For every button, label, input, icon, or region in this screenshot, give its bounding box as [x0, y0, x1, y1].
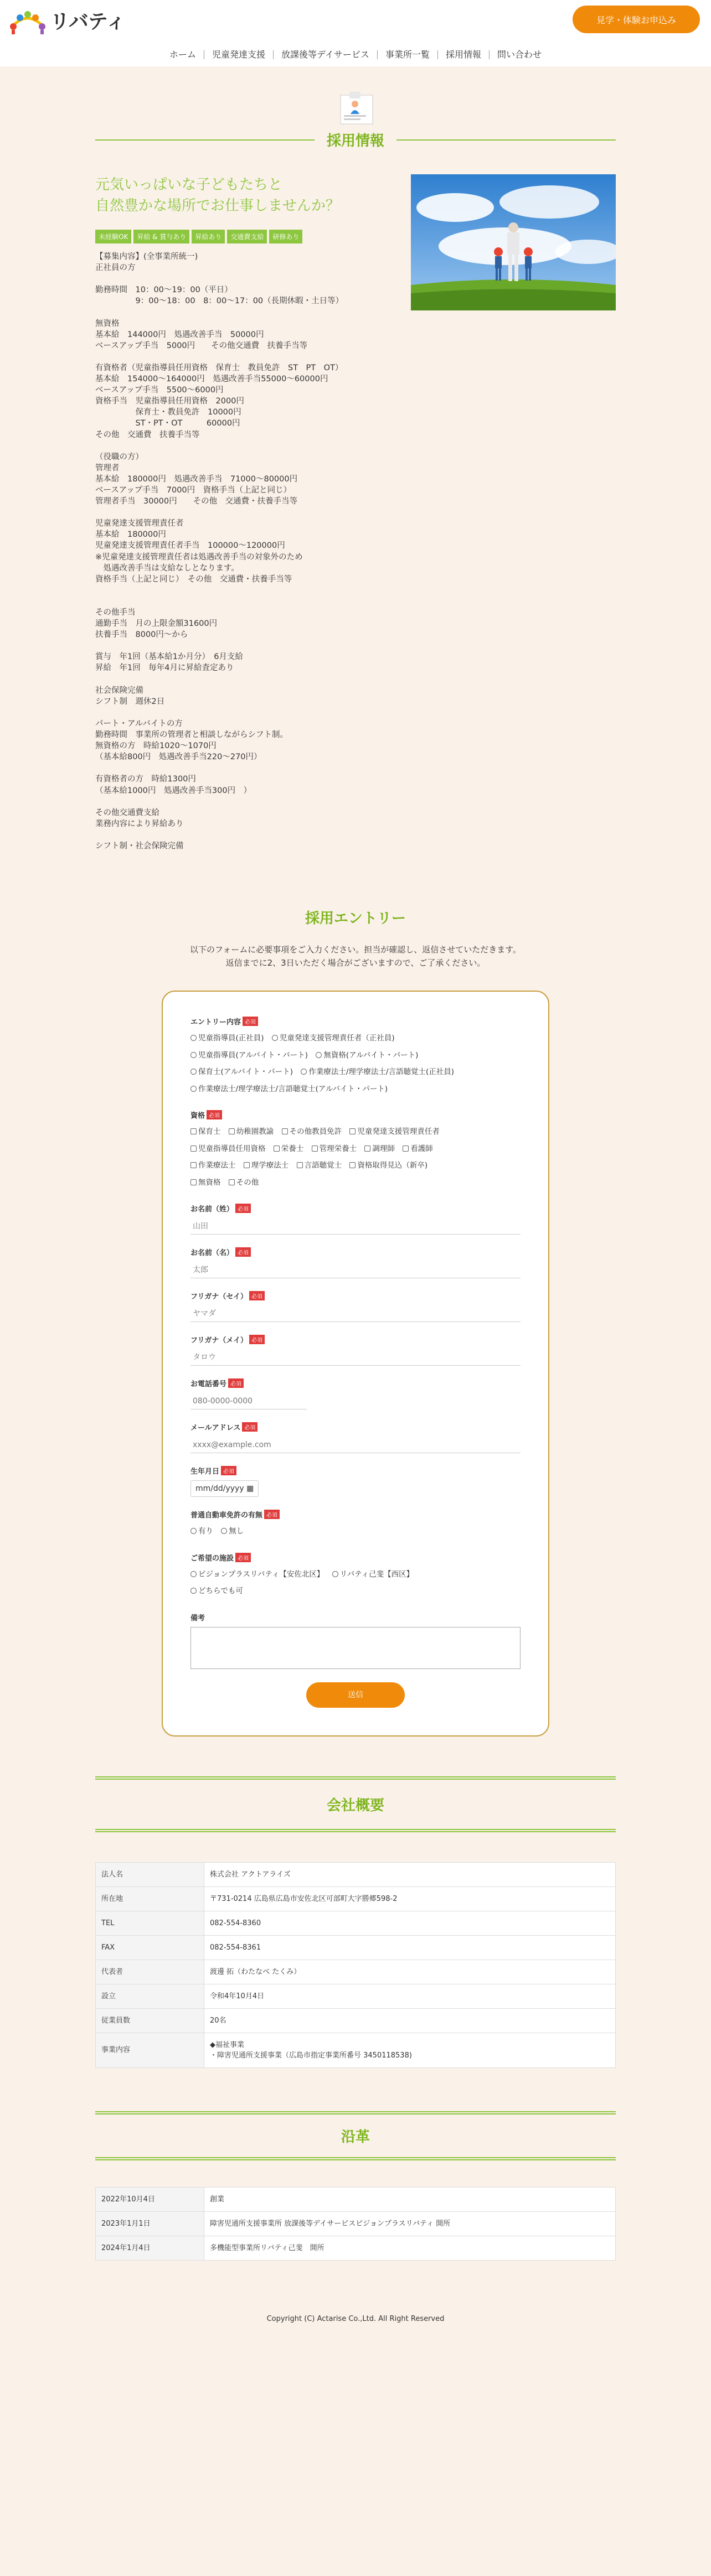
- catch-line-1: 元気いっぱいな子どもたちと: [95, 177, 283, 193]
- table-row: [96, 2211, 616, 2236]
- option-label: 言語聴覚士: [304, 1161, 342, 1170]
- row-key: 設立: [96, 1984, 204, 2008]
- history-table: [95, 2187, 616, 2261]
- tel-label: [190, 1378, 521, 1388]
- required-badge: 必須: [249, 1335, 265, 1344]
- kana-last-group: [190, 1290, 521, 1322]
- last-name-group: [190, 1203, 521, 1235]
- radio-icon: [190, 1528, 197, 1534]
- email-group: [190, 1422, 521, 1453]
- qualification-checkbox[interactable]: [364, 1141, 395, 1158]
- required-badge: 必須: [221, 1466, 236, 1475]
- submit-button[interactable]: 送信: [306, 1682, 405, 1708]
- entry-form: [162, 991, 549, 1737]
- required-badge: 必須: [235, 1204, 251, 1213]
- qualification-checkbox[interactable]: [349, 1123, 440, 1141]
- option-label: 管理栄養士: [319, 1144, 357, 1153]
- row-key: 2023年1月1日: [96, 2211, 204, 2236]
- qualification-checkbox[interactable]: [229, 1123, 274, 1141]
- tag-raise: 昇給あり: [192, 230, 225, 243]
- checkbox-icon: [297, 1162, 303, 1168]
- entry-type-option[interactable]: [301, 1064, 454, 1081]
- company-section: [95, 1776, 616, 2068]
- radio-icon: [190, 1069, 197, 1075]
- row-value: 多機能型事業所リバティ己斐 開所: [204, 2236, 616, 2260]
- option-label: 作業療法士/理学療法士/言語聴覚士(正社員): [308, 1067, 454, 1077]
- license-options: [190, 1523, 521, 1540]
- last-name-label: [190, 1203, 521, 1214]
- entry-type-label: [190, 1016, 521, 1027]
- recruit-details: 【募集内容】(全事業所統一) 正社員の方 勤務時間 10：00〜19：00（平日） 9：00〜18：00 8：00〜17：00（長期休暇・土日等） 無資格 基本給 144000円 処遇改善手当 50000円 ベースアップ手当 5000円 その他交通費 扶養手当等 有資格者（児童指導員任用資格 保育士 教員免許 ST PT OT） 基本給 154000〜164000円 処遇改善手当55000〜60000円 ベースアップ手当 5500〜6000円 資格手当 児童指導員任用資格 2000円 保育士・教員免許 10000円 ST・PT・OT 60000円 その他 交通費 扶養手当等 （役職の方） 管理者 基本給 180000円 処遇改善手当 71000〜80000円 ベースアップ手当 7000円 資格手当（上記と同じ） 管理者手当 30000円 その他 交通費・扶養手当等 児童発達支援管理責任者 基本給 180000円 児童発達支援管理責任者手当 100000〜120000円 ※児童発達支援管理責任者は処遇改善手当の対象外のため 処遇改善手当は支給なしとなります。 資格手当（上記と同じ） その他 交通費・扶養手当等 その他手当 通勤手当 月の上限金額31600円 扶養手当 8000円〜から 賞与 年1回（基本給1か月分） 6月支給 昇給 年1回 毎年4月に昇給査定あり 社会保険完備 シフト制 週休2日 パート・アルバイトの方 勤務時間 事業所の管理者と相談しながらシフト制。 無資格の方 時給1020〜1070円 （基本給800円 処遇改善手当220〜270円） 有資格者の方 時給1300円 （基本給1000円 処遇改善手当300円 ） その他交通費支給 業務内容により昇給あり シフト制・社会保険完備: [95, 252, 344, 851]
- checkbox-icon: [349, 1128, 356, 1134]
- license-label: [190, 1509, 521, 1520]
- checkbox-icon: [190, 1146, 197, 1152]
- checkbox-icon: [349, 1162, 356, 1168]
- checkbox-icon: [403, 1146, 409, 1152]
- table-row: [96, 1862, 616, 1886]
- recruit-catchphrase: [95, 174, 394, 216]
- row-value: 〒731-0214 広島県広島市安佐北区可部町大字勝郷598-2: [204, 1886, 616, 1911]
- option-label: ビジョンプラスリバティ【安佐北区】: [198, 1569, 324, 1579]
- qualification-checkbox[interactable]: [403, 1141, 433, 1158]
- tel-label-text: お電話番号: [190, 1380, 227, 1389]
- option-label: 無し: [229, 1527, 244, 1536]
- row-value: 令和4年10月4日: [204, 1984, 616, 2008]
- qualification-checkbox[interactable]: [274, 1141, 304, 1158]
- table-row: [96, 2033, 616, 2067]
- entry-type-option[interactable]: [190, 1030, 264, 1047]
- row-key: FAX: [96, 1935, 204, 1960]
- required-badge: 必須: [264, 1510, 280, 1519]
- recruit-text-column: [95, 174, 394, 852]
- company-table: [95, 1862, 616, 2068]
- qualification-checkbox[interactable]: [190, 1123, 221, 1141]
- radio-icon: [190, 1588, 197, 1594]
- qualification-checkbox[interactable]: [349, 1157, 427, 1174]
- entry-type-option[interactable]: [272, 1030, 395, 1047]
- qualification-checkbox[interactable]: [190, 1141, 266, 1158]
- radio-icon: [190, 1035, 197, 1041]
- qualification-checkbox[interactable]: [244, 1157, 289, 1174]
- facility-option[interactable]: [190, 1583, 243, 1600]
- recruit-badge-icon: [95, 90, 616, 126]
- radio-icon: [221, 1528, 227, 1534]
- license-label-text: 普通自動車免許の有無: [190, 1511, 263, 1520]
- qualification-group: [190, 1110, 521, 1191]
- option-label: どちらでも可: [198, 1587, 243, 1596]
- checkbox-icon: [274, 1146, 280, 1152]
- entry-type-option[interactable]: [316, 1047, 418, 1064]
- facility-option[interactable]: [190, 1566, 324, 1583]
- email-label-text: メールアドレス: [190, 1424, 241, 1433]
- facility-label: [190, 1552, 521, 1563]
- qualification-checkbox[interactable]: [312, 1141, 357, 1158]
- company-rule-top: [95, 1776, 616, 1780]
- checkbox-icon: [190, 1128, 197, 1134]
- logo[interactable]: [8, 6, 125, 34]
- calendar-icon: ▦: [246, 1484, 254, 1494]
- facility-options: [190, 1566, 521, 1600]
- row-key: 2022年10月4日: [96, 2187, 204, 2211]
- option-label: 無資格: [198, 1178, 221, 1187]
- table-row: [96, 1911, 616, 1935]
- last-name-label-text: お名前（姓）: [190, 1205, 234, 1214]
- option-label: 児童発達支援管理責任者: [357, 1127, 440, 1137]
- table-row: [96, 1960, 616, 1984]
- required-badge: 必須: [243, 1017, 258, 1026]
- recruit-heading: [95, 129, 616, 150]
- row-value: 渡邊 拓（わたなべ たくみ）: [204, 1960, 616, 1984]
- email-input[interactable]: [190, 1437, 521, 1453]
- radio-icon: [301, 1069, 307, 1075]
- qualification-checkbox[interactable]: [297, 1157, 342, 1174]
- birthdate-input[interactable]: [190, 1480, 259, 1497]
- checkbox-icon: [190, 1179, 197, 1185]
- table-row: [96, 1935, 616, 1960]
- option-label: 調理師: [372, 1144, 395, 1153]
- first-name-group: [190, 1247, 521, 1278]
- tag-transport: 交通費支給: [227, 230, 267, 243]
- row-value: 創業: [204, 2187, 616, 2211]
- entry-type-option[interactable]: [190, 1081, 388, 1098]
- kana-last-label-text: フリガナ（セイ）: [190, 1293, 248, 1302]
- checkbox-icon: [229, 1128, 235, 1134]
- qualification-checkbox[interactable]: [190, 1157, 236, 1174]
- nav-facilities[interactable]: 事業所一覧: [378, 50, 438, 59]
- row-key: 従業員数: [96, 2008, 204, 2033]
- entry-type-option[interactable]: [190, 1064, 293, 1081]
- entry-title: 採用エントリー: [305, 910, 406, 927]
- footer-copyright: Copyright (C) Actarise Co.,Ltd. All Right Reserved: [266, 2314, 445, 2323]
- radio-icon: [190, 1086, 197, 1092]
- nav-home[interactable]: ホーム: [162, 50, 204, 59]
- required-badge: 必須: [235, 1247, 251, 1257]
- note-label: 備考: [190, 1614, 205, 1623]
- global-nav: [0, 43, 711, 66]
- row-key: 所在地: [96, 1886, 204, 1911]
- qualification-label: [190, 1110, 521, 1120]
- entry-type-group: [190, 1016, 521, 1097]
- qualification-label-text: 資格: [190, 1112, 205, 1121]
- option-label: 理学療法士: [251, 1161, 289, 1170]
- table-row: [96, 2236, 616, 2260]
- catch-line-2: 自然豊かな場所でお仕事しませんか？: [95, 198, 341, 214]
- option-label: 幼稚園教諭: [236, 1127, 274, 1137]
- table-row: [96, 2008, 616, 2033]
- option-label: 作業療法士/理学療法士/言語聴覚士(アルバイト・パート): [198, 1084, 388, 1093]
- option-label: 無資格(アルバイト・パート): [323, 1050, 419, 1060]
- row-value: ◆福祉事業 ・障害児通所支援事業（広島市指定事業所番号 3450118538): [204, 2033, 616, 2067]
- required-badge: 必須: [228, 1378, 244, 1388]
- option-label: 保育士(アルバイト・パート): [198, 1067, 293, 1077]
- row-value: 株式会社 アクトアライズ: [204, 1862, 616, 1886]
- heading-rule-left: [95, 139, 315, 141]
- family-photo: [411, 174, 616, 310]
- option-label: 児童指導員任用資格: [198, 1144, 266, 1153]
- radio-icon: [272, 1035, 278, 1041]
- kana-first-group: [190, 1334, 521, 1366]
- qualification-checkbox[interactable]: [190, 1174, 221, 1191]
- birthdate-label: [190, 1465, 521, 1476]
- qualification-checkbox[interactable]: [229, 1174, 259, 1191]
- logo-text: リバティ: [50, 10, 126, 33]
- company-rule-bottom: [95, 1829, 616, 1832]
- table-row: [96, 1886, 616, 1911]
- email-label: [190, 1422, 521, 1432]
- visit-apply-button[interactable]: 見学・体験お申込み: [573, 6, 700, 33]
- company-title: 会社概要: [326, 1797, 384, 1814]
- license-group: [190, 1509, 521, 1540]
- nav-child-development[interactable]: 児童発達支援: [204, 50, 274, 59]
- main-content: [95, 90, 616, 2359]
- first-name-input[interactable]: [190, 1262, 521, 1278]
- option-label: 栄養士: [281, 1144, 304, 1153]
- row-key: 法人名: [96, 1862, 204, 1886]
- checkbox-icon: [282, 1128, 288, 1134]
- history-title: 沿革: [341, 2128, 370, 2145]
- kana-first-label-text: フリガナ（メイ）: [190, 1336, 248, 1345]
- note-textarea[interactable]: [190, 1627, 521, 1669]
- site-header: [0, 0, 711, 66]
- row-key: TEL: [96, 1911, 204, 1935]
- tag-inexperienced-ok: 未経験OK: [95, 230, 131, 243]
- option-label: その他教員免許: [289, 1127, 342, 1137]
- option-label: リバティ己斐【西区】: [339, 1569, 414, 1579]
- top-bar: [0, 0, 711, 43]
- radio-icon: [332, 1571, 338, 1577]
- row-key: 2024年1月4日: [96, 2236, 204, 2260]
- history-rule-bottom: [95, 2157, 616, 2160]
- option-label: 看護師: [410, 1144, 433, 1153]
- recruit-tags: [95, 230, 394, 243]
- tag-raise-bonus: 昇給 & 賞与あり: [133, 230, 189, 243]
- entry-type-label-text: エントリー内容: [190, 1018, 241, 1027]
- tag-training: 研修あり: [269, 230, 302, 243]
- facility-label-text: ご希望の施設: [190, 1554, 234, 1563]
- entry-lead: [95, 943, 616, 970]
- logo-mark-icon: [8, 6, 48, 34]
- option-label: 作業療法士: [198, 1161, 236, 1170]
- first-name-label: [190, 1247, 521, 1257]
- option-label: 児童発達支援管理責任者（正社員): [279, 1034, 395, 1043]
- option-label: その他: [236, 1178, 259, 1187]
- entry-type-option[interactable]: [190, 1047, 308, 1064]
- option-label: 資格取得見込（新卒): [357, 1161, 428, 1170]
- facility-group: [190, 1552, 521, 1600]
- kana-first-label: [190, 1334, 521, 1345]
- qualification-options: [190, 1123, 521, 1191]
- history-rule-top: [95, 2111, 616, 2114]
- row-key: 代表者: [96, 1960, 204, 1984]
- facility-option[interactable]: [332, 1566, 414, 1583]
- heading-rule-right: [396, 139, 616, 141]
- checkbox-icon: [364, 1146, 370, 1152]
- kana-last-input[interactable]: [190, 1305, 521, 1322]
- last-name-input[interactable]: [190, 1218, 521, 1235]
- radio-icon: [190, 1571, 197, 1577]
- row-value: 082-554-8360: [204, 1911, 616, 1935]
- row-key: 事業内容: [96, 2033, 204, 2067]
- checkbox-icon: [229, 1179, 235, 1185]
- option-label: 保育士: [198, 1127, 221, 1137]
- kana-last-label: [190, 1290, 521, 1301]
- nav-recruit[interactable]: 採用情報: [438, 50, 490, 59]
- entry-lead-line-1: 以下のフォームに必要事項をご入力ください。担当が確認し、返信させていただきます。: [189, 945, 522, 955]
- row-value: 20名: [204, 2008, 616, 2033]
- checkbox-icon: [244, 1162, 250, 1168]
- nav-after-school[interactable]: 放課後等デイサービス: [274, 50, 378, 59]
- checkbox-icon: [312, 1146, 318, 1152]
- first-name-label-text: お名前（名）: [190, 1249, 234, 1258]
- license-option[interactable]: [221, 1523, 244, 1540]
- entry-lead-line-2: 返信までに2、3日いただく場合がございますので、ご了承ください。: [225, 958, 486, 968]
- qualification-checkbox[interactable]: [282, 1123, 342, 1141]
- license-option[interactable]: [190, 1523, 213, 1540]
- table-row: [96, 1984, 616, 2008]
- recruit-section: [95, 174, 616, 852]
- kana-first-input[interactable]: [190, 1349, 521, 1366]
- option-label: 有り: [198, 1527, 213, 1536]
- tel-group: [190, 1378, 521, 1409]
- row-value: 082-554-8361: [204, 1935, 616, 1960]
- checkbox-icon: [190, 1162, 197, 1168]
- option-label: 児童指導員(アルバイト・パート): [198, 1050, 308, 1060]
- required-badge: 必須: [235, 1553, 251, 1562]
- birthdate-group: [190, 1465, 521, 1497]
- required-badge: 必須: [242, 1422, 257, 1432]
- birthdate-label-text: 生年月日: [190, 1468, 220, 1476]
- required-badge: 必須: [207, 1110, 222, 1119]
- radio-icon: [316, 1052, 322, 1058]
- required-badge: 必須: [249, 1291, 265, 1300]
- note-group: [190, 1612, 521, 1669]
- history-section: [95, 2111, 616, 2261]
- table-row: [96, 2187, 616, 2211]
- entry-type-options: [190, 1030, 521, 1097]
- tel-input[interactable]: [190, 1393, 307, 1409]
- row-value: 障害児通所支援事業所 放課後等デイサービスビジョンプラスリバティ 開所: [204, 2211, 616, 2236]
- radio-icon: [190, 1052, 197, 1058]
- birthdate-value: mm/dd/yyyy: [195, 1484, 244, 1494]
- option-label: 児童指導員(正社員): [198, 1034, 264, 1043]
- nav-contact[interactable]: 問い合わせ: [497, 49, 542, 60]
- recruit-title: 採用情報: [327, 133, 385, 149]
